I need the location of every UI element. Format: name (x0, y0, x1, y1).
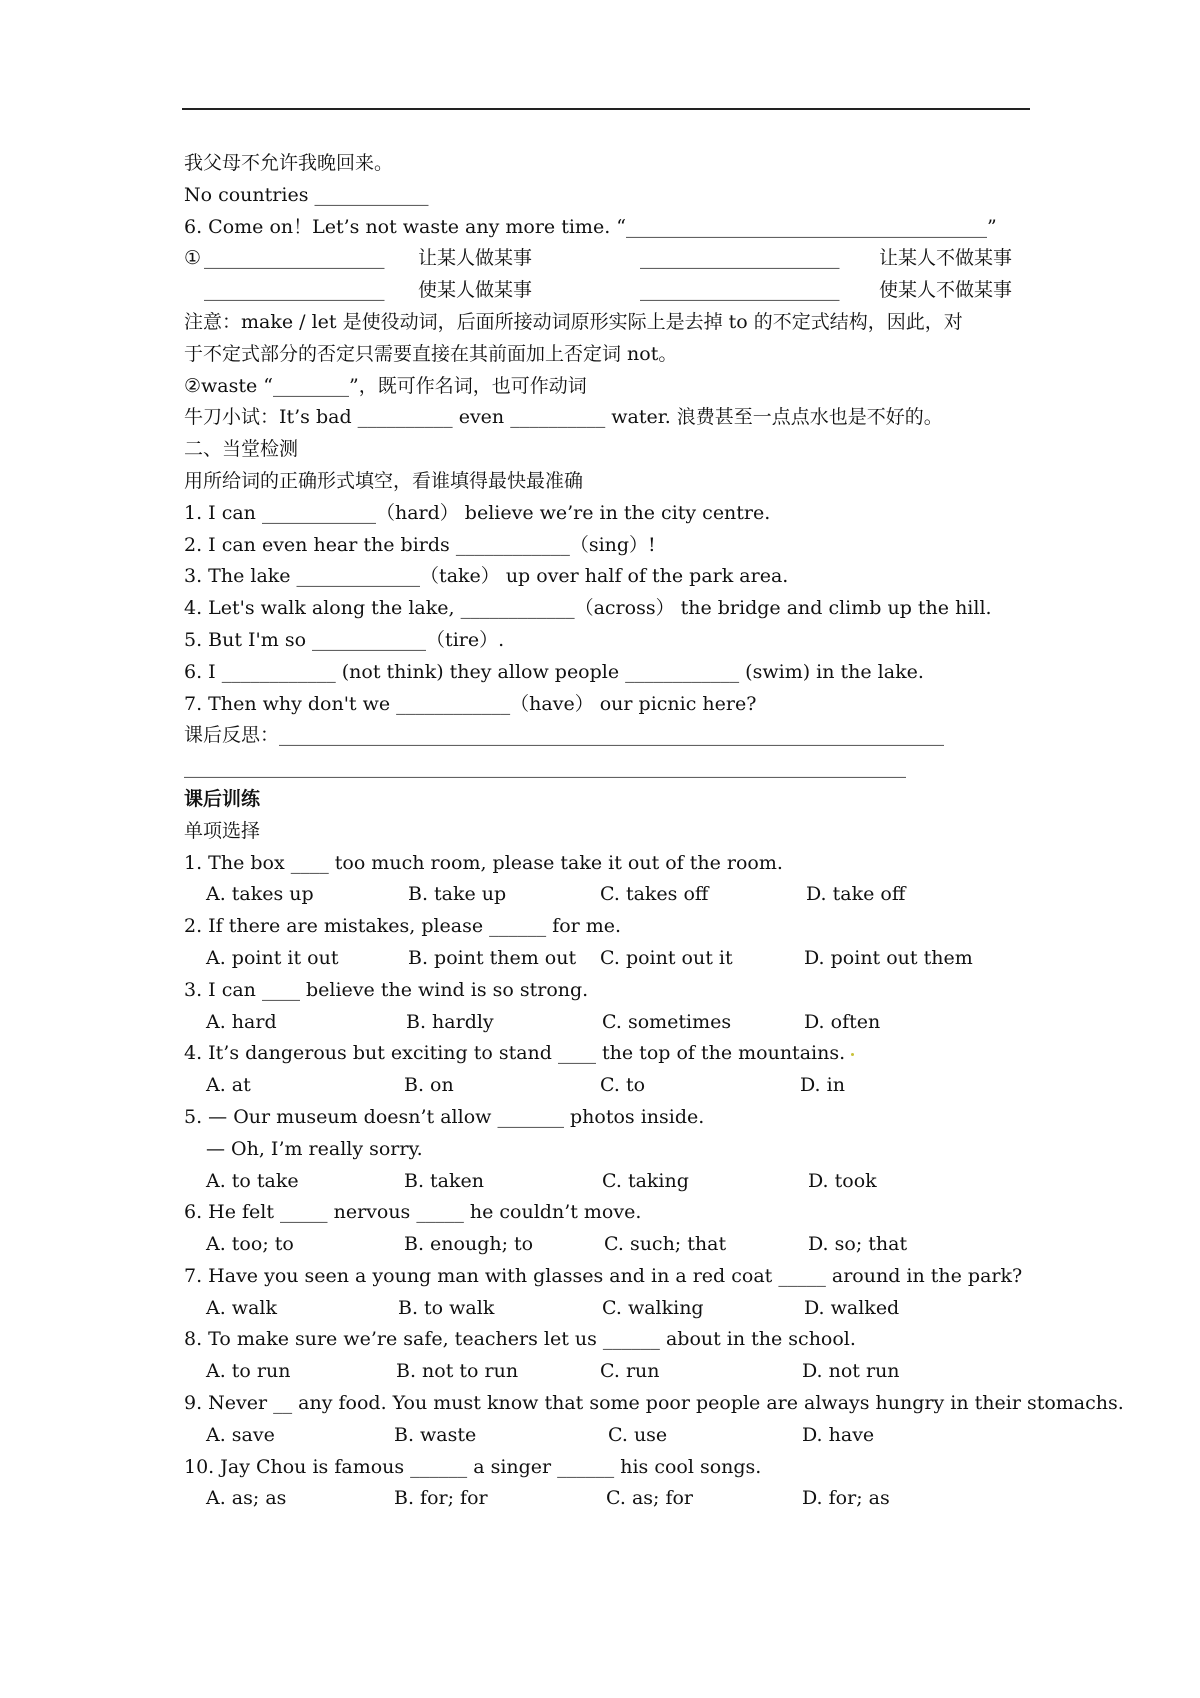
option: A. as; as (206, 1487, 287, 1510)
option: C. such; that (604, 1233, 727, 1256)
option: D. point out them (804, 946, 973, 969)
phrase-blank: _____________________ (640, 279, 840, 302)
option: B. for; for (394, 1487, 488, 1510)
option: B. on (404, 1074, 454, 1097)
option: A. at (206, 1074, 251, 1097)
phrase-blank: ___________________ (204, 279, 385, 302)
option: D. not run (802, 1360, 900, 1383)
options-row (184, 1070, 1032, 1102)
phrase-row-1 (184, 243, 1032, 275)
reflection-line: 课后反思：______________________________________________________________________ (184, 724, 945, 747)
fill-item: 6. I ____________ (not think) they allow people ____________ (swim) in the lake. (184, 660, 924, 683)
question-stem: 1. The box ____ too much room, please take it out of the room. (184, 851, 783, 874)
phrase-label: 使某人做某事 (418, 279, 533, 302)
section-title: 课后训练 (184, 787, 261, 810)
option: C. sometimes (602, 1010, 732, 1033)
option: B. to walk (398, 1296, 495, 1319)
option: D. walked (804, 1296, 900, 1319)
fill-item: 3. The lake _____________（take） up over half of the park area. (184, 565, 789, 588)
text-line: No countries ____________ (184, 183, 429, 206)
option: A. to run (206, 1360, 291, 1383)
option: B. taken (404, 1169, 484, 1192)
reply-text: — Oh, I’m really sorry. (206, 1137, 423, 1160)
question-stem (184, 1038, 1032, 1070)
text-line: 我父母不允许我晚回来。 (184, 152, 394, 174)
question-text: 4. It’s dangerous but exciting to stand ____ the top of the mountains. (184, 1042, 846, 1065)
question-stem: 2. If there are mistakes, please ______ for me. (184, 915, 622, 938)
note-line: 注意：make / let 是使役动词，后面所接动词原形实际上是去掉 to 的不定式结构，因此，对 (184, 310, 963, 333)
options-row (184, 879, 1032, 911)
option: C. to (600, 1074, 646, 1097)
option: D. for; as (802, 1487, 890, 1510)
question-stem: 6. He felt _____ nervous _____ he couldn’t move. (184, 1201, 642, 1224)
option: C. as; for (606, 1487, 694, 1510)
option: D. often (804, 1010, 881, 1033)
note-line: ②waste “________”，既可作名词，也可作动词 (184, 374, 587, 397)
option: A. too; to (206, 1233, 294, 1256)
stray-mark (851, 1053, 854, 1056)
phrase-label: 使某人不做某事 (879, 279, 1013, 302)
option: B. enough; to (404, 1233, 534, 1256)
question-reply (184, 1134, 1032, 1166)
option: D. have (802, 1423, 875, 1446)
reflection-line: ____________________________________________________________________________ (184, 756, 906, 779)
phrase-label: 让某人做某事 (418, 247, 533, 270)
option: A. hard (206, 1010, 277, 1033)
text-line: 6. Come on！Let’s not waste any more time. “______________________________________” (184, 215, 997, 238)
option: D. took (808, 1169, 877, 1192)
question-stem: 5. — Our museum doesn’t allow _______ photos inside. (184, 1105, 705, 1128)
fill-item: 1. I can ____________（hard） believe we’re in the city centre. (184, 501, 771, 524)
phrase-blank: _____________________ (640, 247, 840, 270)
option: A. to take (206, 1169, 299, 1192)
option: D. take off (806, 883, 906, 906)
phrase-row-2 (184, 275, 1032, 307)
fill-item: 2. I can even hear the birds ____________（sing）! (184, 533, 656, 556)
option: C. point out it (600, 946, 733, 969)
section-heading: 二、当堂检测 (184, 438, 299, 461)
question-stem: 7. Have you seen a young man with glasses and in a red coat _____ around in the park? (184, 1264, 1023, 1287)
options-row (184, 1356, 1032, 1388)
option: B. waste (394, 1423, 477, 1446)
option: C. run (600, 1360, 660, 1383)
option: B. not to run (396, 1360, 519, 1383)
question-stem: 10. Jay Chou is famous ______ a singer ______ his cool songs. (184, 1455, 762, 1478)
question-stem: 8. To make sure we’re safe, teachers let us ______ about in the school. (184, 1328, 856, 1351)
options-row (184, 1420, 1032, 1452)
practice-line: 牛刀小试：It’s bad __________ even __________ water. 浪费甚至一点点水也是不好的。 (184, 406, 943, 429)
note-line: 于不定式部分的否定只需要直接在其前面加上否定词 not。 (184, 342, 678, 365)
option: B. take up (408, 883, 507, 906)
header-rule (182, 108, 1030, 110)
options-row (184, 1229, 1032, 1261)
option: C. takes off (600, 883, 709, 906)
section-subtitle: 单项选择 (184, 819, 261, 842)
options-row (184, 1293, 1032, 1325)
instruction-line: 用所给词的正确形式填空，看谁填得最快最准确 (184, 469, 584, 492)
option: D. in (800, 1074, 845, 1097)
fill-item: 5. But I'm so ____________（tire）. (184, 628, 505, 651)
option: A. walk (206, 1296, 277, 1319)
options-row (184, 943, 1032, 975)
option: D. so; that (808, 1233, 908, 1256)
option: C. use (608, 1423, 668, 1446)
fill-item: 4. Let's walk along the lake, ____________（across） the bridge and climb up the hill. (184, 597, 992, 620)
option: B. point them out (408, 946, 577, 969)
option: C. walking (602, 1296, 704, 1319)
circled-one: ① (184, 247, 202, 270)
option: B. hardly (406, 1010, 494, 1033)
options-row (184, 1166, 1032, 1198)
options-row (184, 1007, 1032, 1039)
question-stem: 9. Never __ any food. You must know that some poor people are always hungry in their stomachs. (184, 1392, 1124, 1415)
option: A. takes up (206, 883, 314, 906)
phrase-blank: ___________________ (204, 247, 385, 270)
question-stem: 3. I can ____ believe the wind is so strong. (184, 978, 589, 1001)
options-row (184, 1483, 1032, 1515)
phrase-label: 让某人不做某事 (879, 247, 1013, 270)
option: A. point it out (206, 946, 339, 969)
option: C. taking (602, 1169, 689, 1192)
fill-item: 7. Then why don't we ____________（have） our picnic here? (184, 692, 757, 715)
option: A. save (206, 1423, 275, 1446)
worksheet-content (184, 148, 1124, 1515)
